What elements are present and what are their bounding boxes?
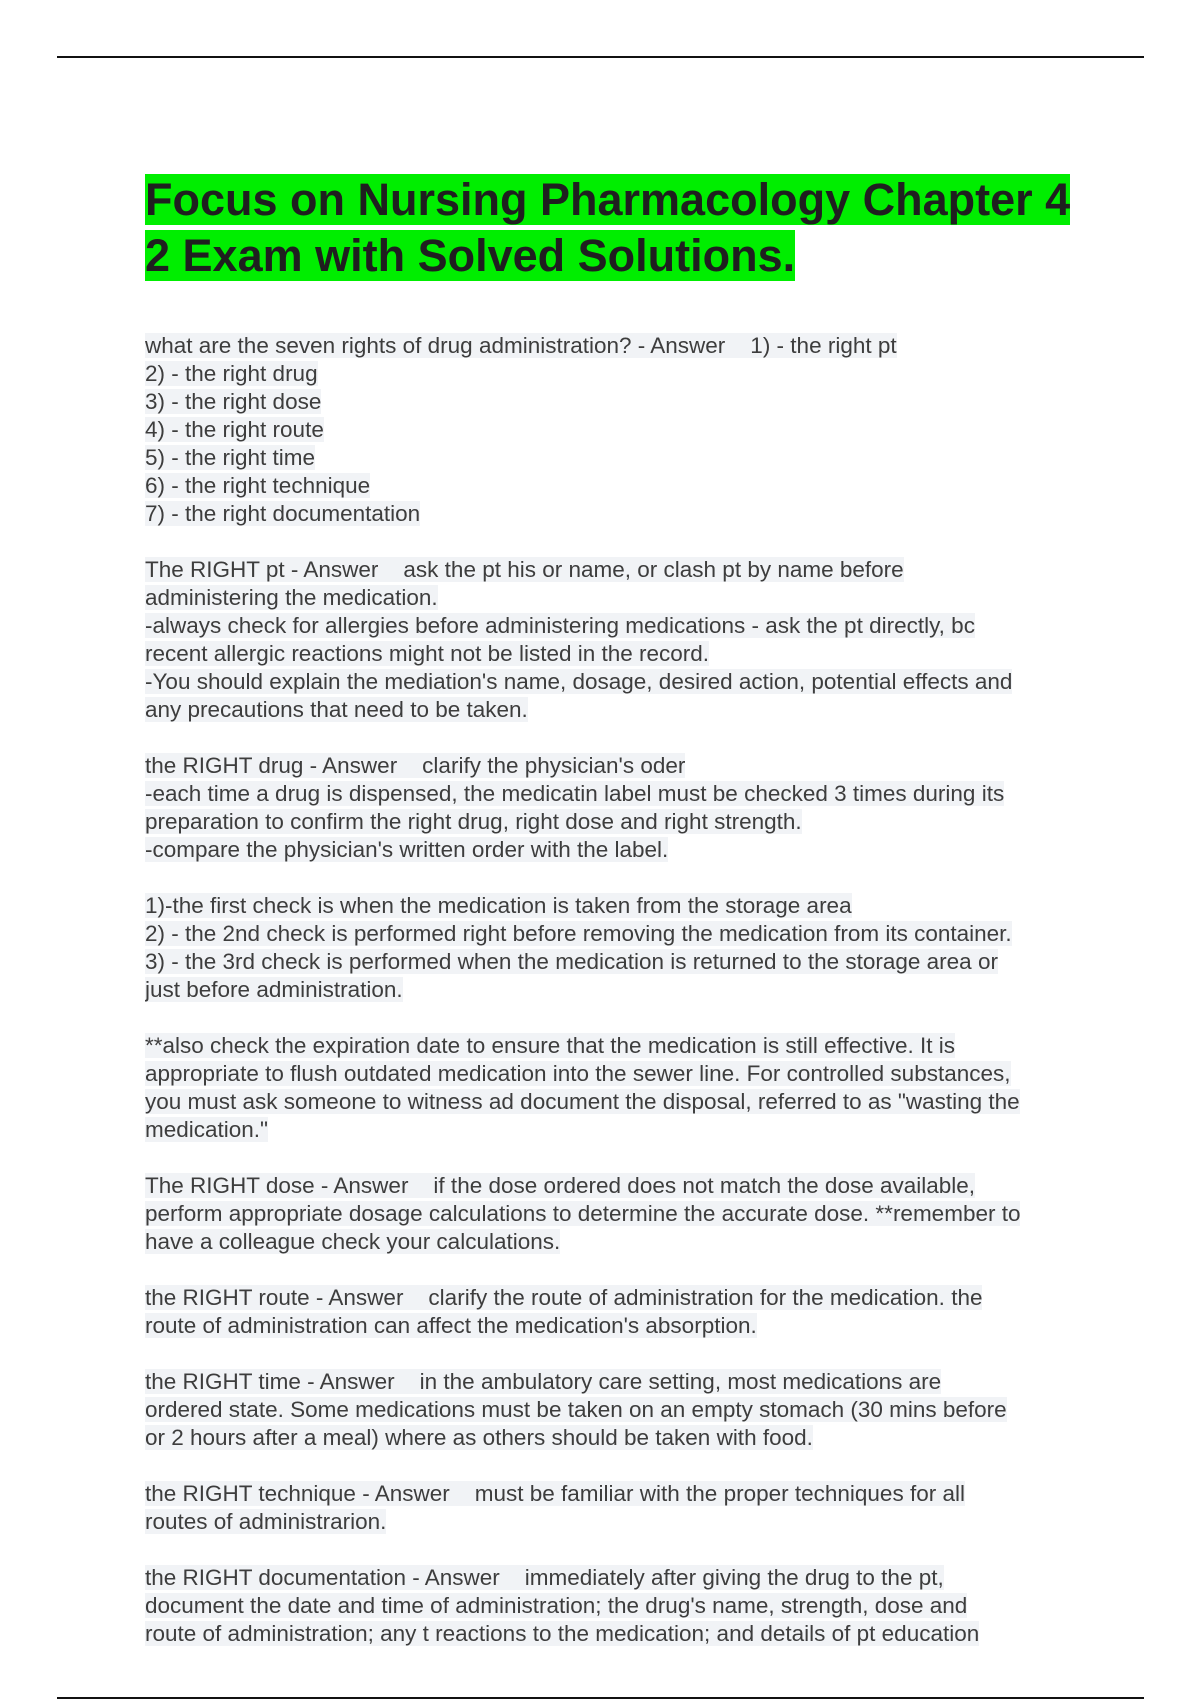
document-body <box>145 172 1105 1697</box>
qa-block-right-documentation: the RIGHT documentation - Answer immediately after giving the drug to the pt, document the date and time of administration; the drug's name, strength, dose and route of administration; any t reactions to the medication; and details of pt education <box>145 1565 980 1646</box>
footer-rule <box>57 1697 1144 1699</box>
qa-block-seven-rights: what are the seven rights of drug administration? - Answer 1) - the right pt 2) - the right drug 3) - the right dose 4) - the right route 5) - the right time 6) - the right technique 7) - the right documentation <box>145 333 897 526</box>
header-rule <box>57 56 1144 58</box>
qa-block-right-pt: The RIGHT pt - Answer ask the pt his or name, or clash pt by name before administering the medication. -always check for allergies before administering medications - ask the pt directly, bc recent allergic reactions might not be listed in the record. -You should explain the mediation's name, dosage, desired action, potential effects and any precautions that need to be taken. <box>145 557 1013 722</box>
document-title-text: Focus on Nursing Pharmacology Chapter 4 2 Exam with Solved Solutions. <box>145 174 1071 281</box>
qa-block-three-checks: 1)-the first check is when the medication is taken from the storage area 2) - the 2nd check is performed right before removing the medication from its container. 3) - the 3rd check is performed when the medication is returned to the storage area or just before administration. <box>145 893 1012 1002</box>
qa-block-right-dose: The RIGHT dose - Answer if the dose ordered does not match the dose available, perform appropriate dosage calculations to determine the accurate dose. **remember to have a colleague check your calculations. <box>145 1173 1021 1254</box>
qa-block-right-drug: the RIGHT drug - Answer clarify the physician's oder -each time a drug is dispensed, the medicatin label must be checked 3 times during its preparation to confirm the right drug, right dose and right strength. -compare the physician's written order with the label. <box>145 753 1005 862</box>
qa-block-right-technique: the RIGHT technique - Answer must be familiar with the proper techniques for all routes of administrarion. <box>145 1481 965 1534</box>
qa-block-expiration-note: **also check the expiration date to ensure that the medication is still effective. It is appropriate to flush outdated medication into the sewer line. For controlled substances, you must ask someone to witness ad document the disposal, referred to as "wasting the medication." <box>145 1033 1020 1142</box>
document-title <box>145 172 1105 284</box>
qa-block-right-time: the RIGHT time - Answer in the ambulatory care setting, most medications are ordered state. Some medications must be taken on an empty stomach (30 mins before or 2 hours after a meal) where as others should be taken with food. <box>145 1369 1007 1450</box>
qa-block-right-route: the RIGHT route - Answer clarify the route of administration for the medication. the route of administration can affect the medication's absorption. <box>145 1285 983 1338</box>
